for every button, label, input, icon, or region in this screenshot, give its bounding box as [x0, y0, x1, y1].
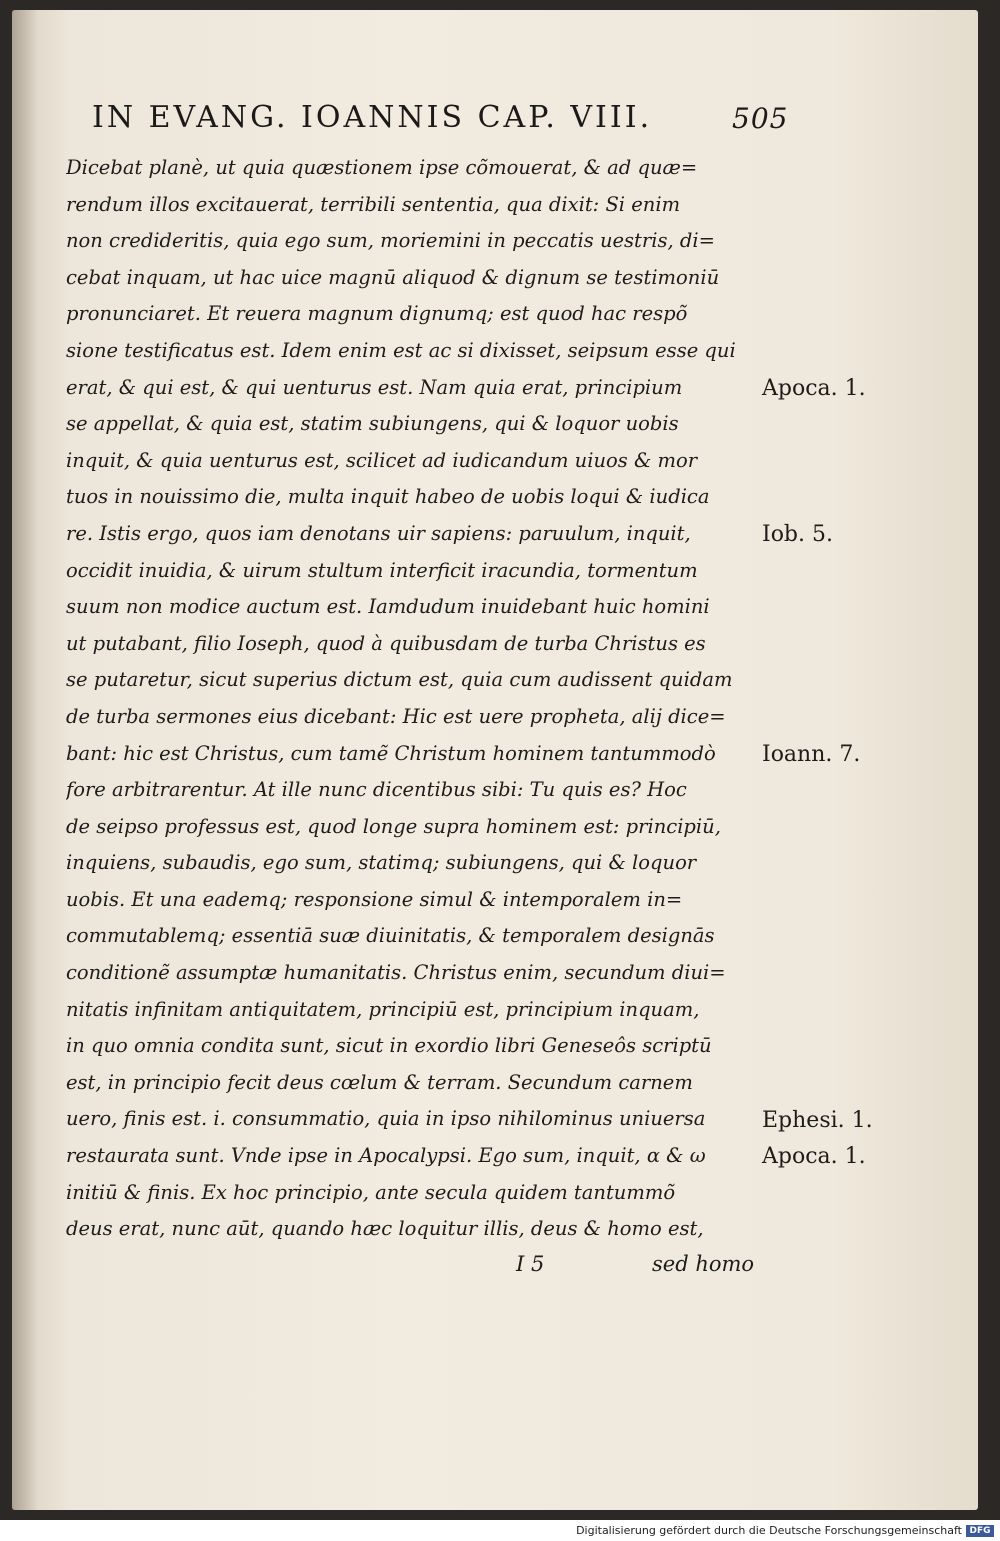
text-line: occidit inuidia, & uirum stultum interficit iracundia, tormentum	[66, 558, 698, 582]
text-line: cebat inquam, ut hac uice magnū aliquod & dignum se testimoniū	[66, 265, 720, 289]
funding-credit: Digitalisierung gefördert durch die Deutsche Forschungsgemeinschaft	[576, 1524, 962, 1537]
text-line: se putaretur, sicut superius dictum est, quia cum audissent quidam	[66, 668, 733, 692]
text-line: sione testificatus est. Idem enim est ac si dixisset, seipsum esse qui	[66, 338, 736, 362]
text-line: inquit, & quia uenturus est, scilicet ad iudicandum uiuos & mor	[66, 448, 698, 472]
text-line: de seipso professus est, quod longe supra hominem est: principiū,	[66, 814, 721, 838]
text-line: non credideritis, quia ego sum, moriemini in peccatis uestris, di=	[66, 229, 715, 253]
text-line: est, in principio fecit deus cœlum & terram. Secundum carnem	[66, 1070, 693, 1094]
text-line: nitatis infinitam antiquitatem, principiū est, principium inquam,	[66, 997, 700, 1021]
text-line: re. Istis ergo, quos iam denotans uir sapiens: paruulum, inquit,	[66, 521, 691, 545]
text-line: se appellat, & quia est, statim subiungens, qui & loquor uobis	[66, 412, 679, 436]
text-line: fore arbitrarentur. At ille nunc dicentibus sibi: Tu quis es? Hoc	[66, 778, 687, 802]
body-text	[66, 150, 766, 1248]
margin-note: Ioann. 7.	[762, 741, 861, 767]
text-line: conditionẽ assumptæ humanitatis. Christus enim, secundum diui=	[66, 961, 726, 985]
text-line: tuos in nouissimo die, multa inquit habeo de uobis loqui & iudica	[66, 485, 710, 509]
text-line: Dicebat planè, ut quia quæstionem ipse cõmouerat, & ad quæ=	[66, 156, 698, 179]
running-title: IN EVANG. IOANNIS CAP. VIII.	[92, 100, 653, 135]
margin-note: Apoca. 1.	[762, 375, 866, 401]
text-line: in quo omnia condita sunt, sicut in exordio libri Geneseôs scriptū	[66, 1034, 712, 1058]
text-line: suum non modice auctum est. Iamdudum inuidebant huic homini	[66, 595, 710, 619]
text-line: uero, finis est. i. consummatio, quia in ipso nihilominus uniuersa	[66, 1107, 706, 1131]
text-line: pronunciaret. Et reuera magnum dignumq; est quod hac respõ	[66, 302, 688, 326]
text-line: rendum illos excitauerat, terribili sententia, qua dixit: Si enim	[66, 192, 681, 216]
text-line: uobis. Et una eademq; responsione simul & intemporalem in=	[66, 887, 683, 911]
text-line: commutablemq; essentiā suæ diuinitatis, & temporalem designās	[66, 924, 715, 948]
text-line: ut putabant, filio Ioseph, quod à quibusdam de turba Christus es	[66, 631, 706, 655]
signature-mark: I 5	[516, 1252, 545, 1276]
margin-note: Ephesi. 1.	[762, 1107, 873, 1133]
text-line: inquiens, subaudis, ego sum, statimq; subiungens, qui & loquor	[66, 851, 697, 875]
text-line: deus erat, nunc aūt, quando hæc loquitur illis, deus & homo est,	[66, 1217, 704, 1241]
text-line: restaurata sunt. Vnde ipse in Apocalypsi. Ego sum, inquit, α & ω	[66, 1144, 706, 1168]
catchword: sed homo	[652, 1252, 755, 1276]
text-line: de turba sermones eius dicebant: Hic est uere propheta, alij dice=	[66, 704, 726, 728]
running-header	[92, 100, 792, 144]
folio-number: 505	[732, 102, 789, 135]
margin-note: Iob. 5.	[762, 522, 833, 547]
footer-bar	[0, 1521, 1000, 1541]
text-line: initiū & finis. Ex hoc principio, ante secula quidem tantummõ	[66, 1180, 676, 1204]
margin-note: Apoca. 1.	[762, 1144, 866, 1170]
dfg-logo: DFG	[966, 1525, 994, 1537]
gutter-shadow	[12, 10, 38, 1510]
text-line: erat, & qui est, & qui uenturus est. Nam quia erat, principium	[66, 375, 683, 399]
text-line: bant: hic est Christus, cum tamẽ Christum hominem tantummodò	[66, 741, 716, 765]
